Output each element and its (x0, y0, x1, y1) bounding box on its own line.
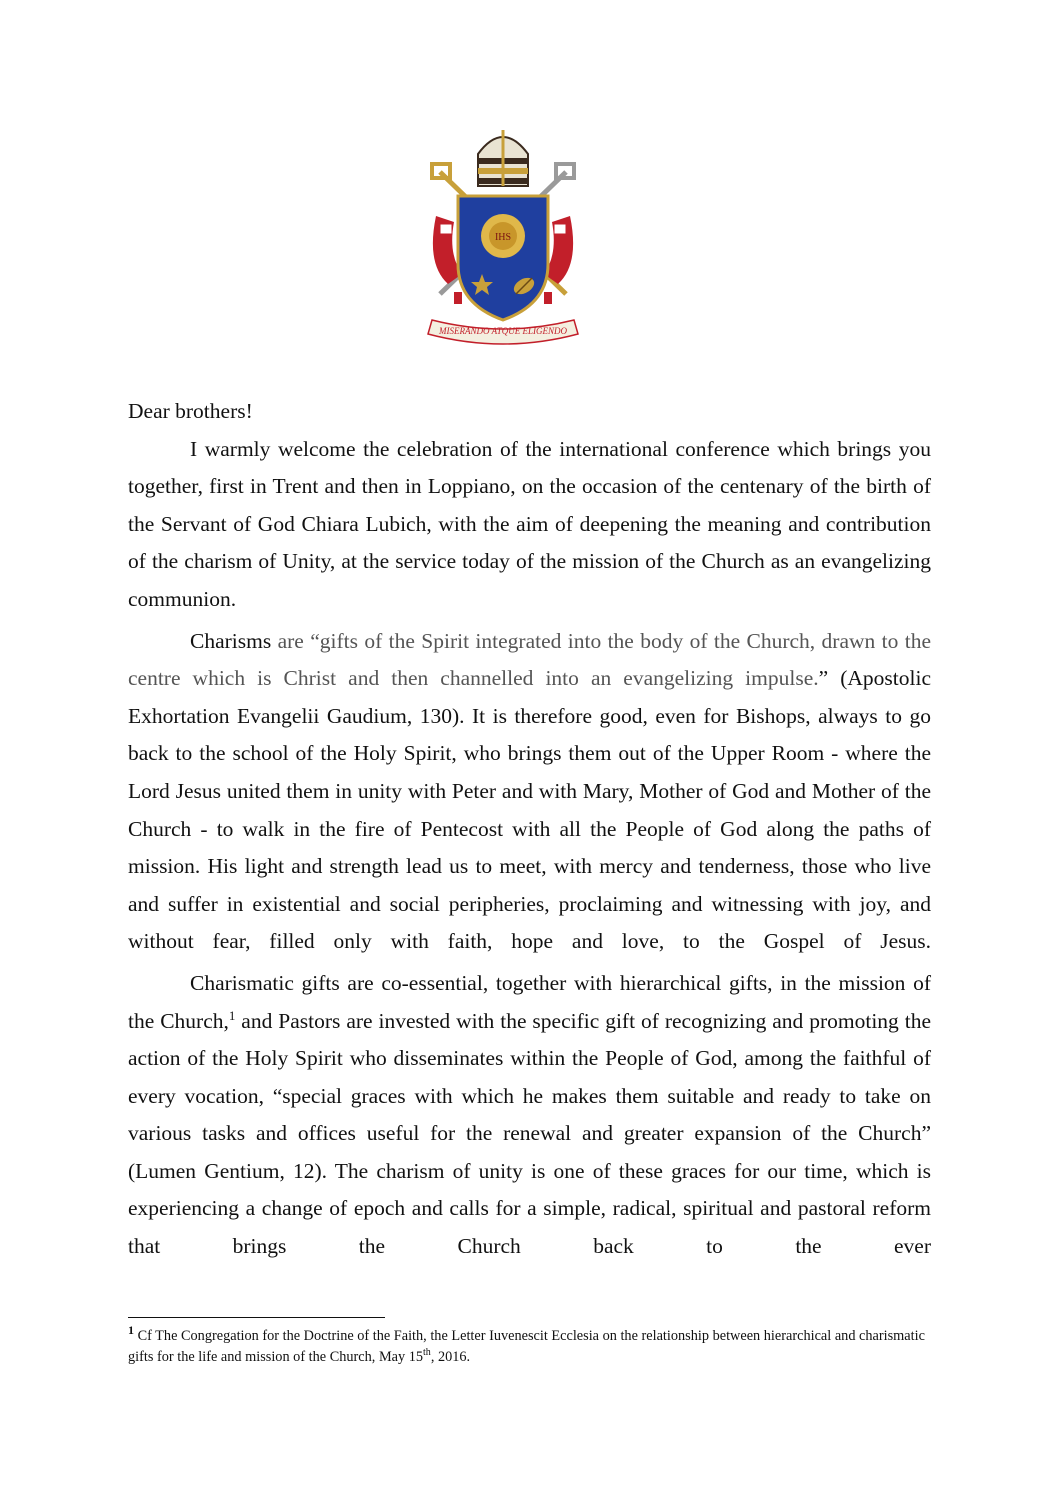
paragraph-3 (128, 965, 931, 1266)
footnote-ordinal: th (423, 1347, 431, 1359)
footnote-text-b: , 2016. (430, 1349, 471, 1365)
sun-monogram-icon (481, 214, 525, 258)
paragraph-2 (128, 623, 931, 961)
paragraph-3-part-a: Charismatic gifts are co-essential, together with hierarchical gifts, in the mission of the Church, (128, 970, 931, 1033)
footnote-reference[interactable]: 1 (228, 1007, 236, 1023)
paragraph-2-lead: Charisms (190, 628, 272, 653)
footnote-divider (128, 1317, 385, 1318)
paragraph-3-part-b: and Pastors are invested with the specific gift of recognizing and promoting the action of the Holy Spirit who disseminates within the People of God, among the faithful of every vocation, “special graces with which he makes them suitable and ready to take on various tasks and offices useful for the renewal and greater expansion of the Church” (Lumen Gentium, 12). The charism of unity is one of these graces for our time, which is experiencing a change of epoch and calls for a simple, radical, spiritual and pastoral reform that brings the Church back to the ever (128, 1008, 931, 1259)
mitre-icon (478, 130, 528, 186)
footnote-number: 1 (128, 1323, 134, 1338)
footnote-1 (128, 1323, 928, 1368)
salutation: Dear brothers! (128, 399, 253, 423)
crest-monogram: IHS (494, 232, 512, 243)
letter-body (128, 393, 931, 1270)
paragraph-2-rest: ” (Apostolic Exhortation Evangelii Gaudium, 130). It is therefore good, even for Bishops, always to go back to the school of the Holy Spirit, who brings them out of the Upper Room - where the Lord Jesus united them in unity with Peter and with Mary, Mother of God and Mother of the Church - to walk in the fire of Pentecost with all the People of God along the paths of mission. His light and strength lead us to meet, with mercy and tenderness, those who live and suffer in existential and social peripheries, proclaiming and witnessing with joy, and without fear, filled only with faith, hope and love, to the Gospel of Jesus. (128, 666, 931, 954)
paragraph-1: I warmly welcome the celebration of the international conference which brings you together, first in Trent and then in Loppiano, on the occasion of the centenary of the birth of the Servant of God Chiara Lubich, with the aim of deepening the meaning and contribution of the charism of Unity, at the service today of the mission of the Church as an evangelizing communion. (128, 436, 931, 611)
footnote-text-a: Cf The Congregation for the Doctrine of the Faith, the Letter Iuvenescit Ecclesia on the relationship between hierarchical and charismatic gifts for the life and mission of the Church, May 15 (128, 1328, 925, 1365)
crest-motto: MISERANDO ATQUE ELIGENDO (439, 326, 567, 336)
paragraph-2-quote: are “gifts of the Spirit integrated into the body of the Church, drawn to the centre which is Christ and then channelled into an evangelizing impulse. (128, 628, 931, 691)
papal-coat-of-arms (418, 124, 588, 346)
